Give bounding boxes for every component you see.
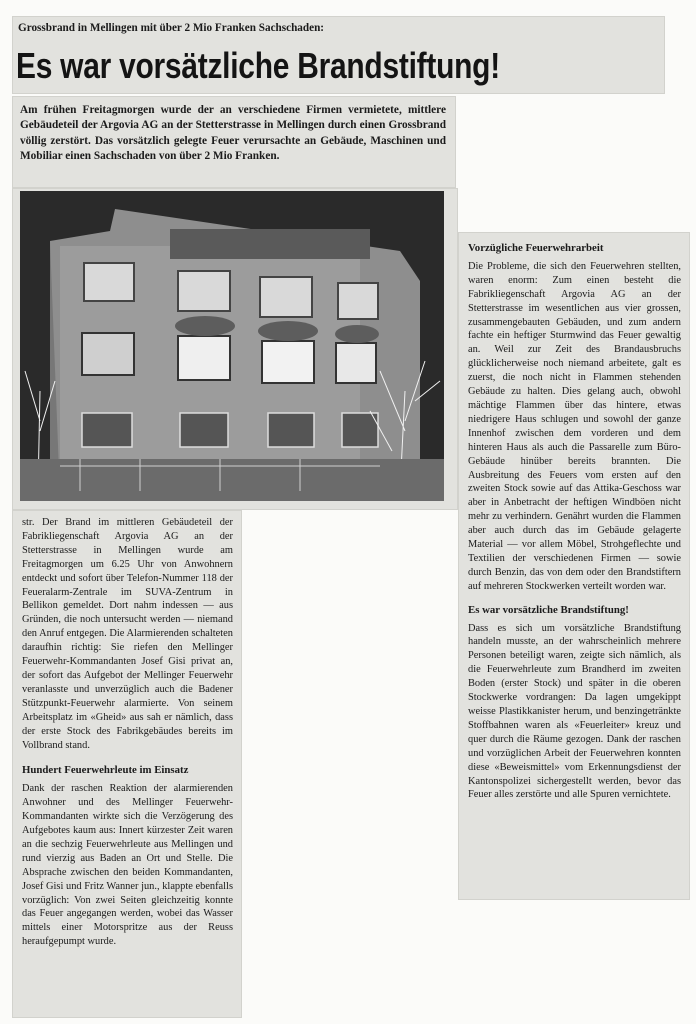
right-subhead-1: Vorzügliche Feuerwehrarbeit bbox=[468, 242, 604, 254]
lead-paragraph: Am frühen Freitagmorgen wurde der an verschiedene Firmen vermietete, mittlere Gebäudeteil der Argovia AG an der Stetterstrasse in Mellingen durch einen Grossbrand völlig zerstört. Das vorsätzlich gelegte Feuer verursachte an Gebäude, Maschinen und Mobiliar einen Sachschaden von über 2 Mio Franken. bbox=[20, 104, 446, 163]
right-paragraph-2: Dass es sich um vorsätzliche Brandstiftung handeln musste, an der wahrscheinlich mehrere Personen beteiligt waren, zeigte sich nämlich, als die Feuerwehrleute zum Brandherd im zweiten Boden (erster Stock) und später in die oberen Stockwerke vordrangen: Da lagen umgekippt weisse Plastikkanister herum, und benzingetränkte Stoffbahnen waren als «Feuerleiter» kreuz und quer durch die Räume gezogen. Dank der raschen und vorzüglichen Arbeit der Feuerwehren konnten diese «Beweismittel» vom Erkennungsdienst der Kantonspolizei sichergestellt werden, bevor das Feuer alles zerstörte und alle Spuren vernichtete. bbox=[468, 622, 681, 801]
kicker: Grossbrand in Mellingen mit über 2 Mio Franken Sachschaden: bbox=[18, 22, 325, 34]
left-column bbox=[14, 512, 240, 1016]
right-column bbox=[460, 236, 688, 898]
left-paragraph-1: str. Der Brand im mittleren Gebäudeteil der Fabrikliegenschaft Argovia AG an der Stetterstrasse in Mellingen wurde am Freitagmorgen um 6.25 Uhr von Anwohnern entdeckt und sofort über Telefon-Nummer 118 der Feueralarm-Zentrale im SUVA-Zentrum in Bellikon gemeldet. Dort nahm indessen — aus Gründen, die noch untersucht werden — niemand den Anruf entgegen. Die Alarmierenden schalteten daraufhin richtig: Sie riefen den Mellinger Feuerwehr-Kommandanten Josef Gisi privat an, der sofort das Aufgebot der Mellinger Feuerwehr veranlasste und unverzüglich auch die Badener Stützpunkt-Feuerwehr alarmierte. Von seinem Arbeitsplatz im «Gheid» aus sah er nämlich, dass der erste Stock des Fabrikgebäudes bereits im Vollbrand stand. bbox=[22, 517, 233, 751]
headline: Es war vorsätzliche Brandstiftung! bbox=[16, 45, 500, 86]
left-paragraph-2: Dank der raschen Reaktion der alarmierenden Anwohner und des Mellinger Feuerwehr-Kommandanten wirkte sich die Verzögerung des Aufgebotes kaum aus: Innert kürzester Zeit waren an die sechzig Feuerwehrleute aus Mellingen und rund vierzig aus Baden an Ort und Stelle. Die Absprache zwischen den beiden Kommandanten, Josef Gisi und Fritz Wanner jun., klappte ebenfalls vorzüglich: Von zwei Seiten gleichzeitig konnte das Feuer angegangen werden, wobei das Wasser mittels einer Motorspritze aus der Reuss heraufgepumpt wurde. bbox=[22, 783, 233, 948]
burning-building-photo bbox=[20, 191, 444, 501]
right-paragraph-1: Die Probleme, die sich den Feuerwehren stellten, waren enorm: Zum einen besteht die Fabrikliegenschaft Argovia AG an der Stetterstrasse im wesentlichen aus vier grossen, zusammengebauten Gebäuden, und zum andern fachte ein heftiger Sturmwind das Feuer gewaltig an. Weil zur Zeit des Brandausbruchs glücklicherweise noch niemand arbeitete, galt es zuerst, die noch nicht in Flammen stehenden Gebäude zu halten. Dies gelang auch, obwohl mächtige Flammen über das hintere, etwas niedrigere Haus schlugen und sowohl der ganze Innenhof zwischen dem vorderen und dem hinteren Haus als auch die Passarelle zum Büro-Gebäude hinüber bereits brannten. Die Ausbreitung des Feuers vom ersten auf den zweiten Stock sowie auf das Attika-Geschoss war aber in Anbetracht der heftigen Windböen nicht mehr zu verhindern. Genährt wurden die Flammen aber auch durch das im Gebäude gelagerte Material — vor allem Möbel, Strohgeflechte und Textilien der verschiedenen Firmen — sowie durch Benzin, das von dem oder den Brandstiftern auf mehreren Stockwerken verteilt worden war. bbox=[468, 260, 681, 592]
right-subhead-2: Es war vorsätzliche Brandstiftung! bbox=[468, 603, 629, 616]
burning-building-illustration bbox=[20, 191, 444, 501]
left-subhead: Hundert Feuerwehrleute im Einsatz bbox=[22, 764, 189, 777]
